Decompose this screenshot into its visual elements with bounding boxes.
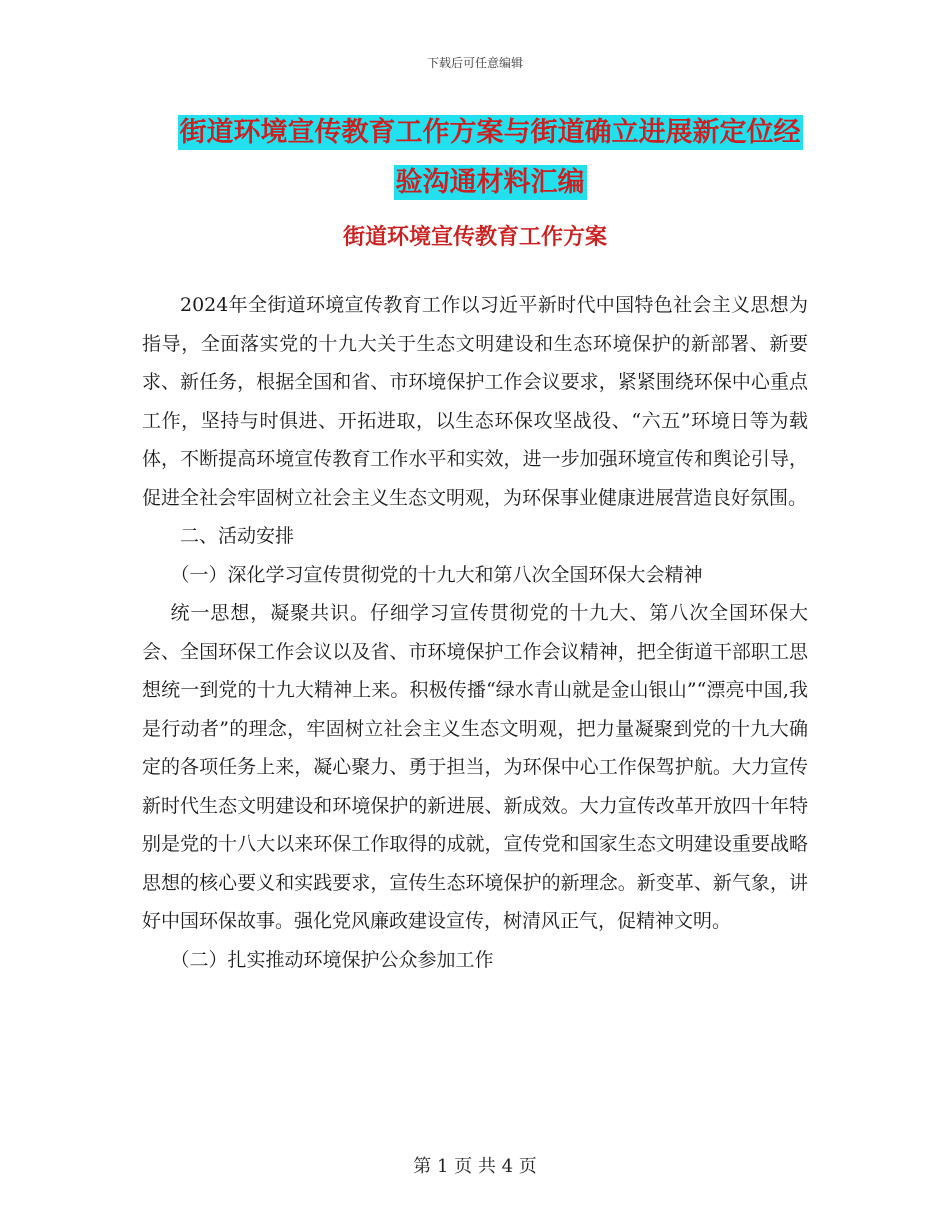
document-title (150, 108, 830, 208)
paragraph-1: 统一思想，凝聚共识。仔细学习宣传贯彻党的十九大、第八次全国环保大会、全国环保工作会议以及省、市环境保护工作会议精神，把全街道干部职工思想统一到党的十九大精神上来。积极传播“绿水青山就是金山银山”“漂亮中国,我是行动者”的理念，牢固树立社会主义生态文明观，把力量凝聚到党的十九大确定的各项任务上来，凝心聚力、勇于担当，为环保中心工作保驾护航。大力宣传新时代生态文明建设和环境保护的新进展、新成效。大力宣传改革开放四十年特别是党的十八大以来环保工作取得的成就，宣传党和国家生态文明建设重要战略思想的核心要义和实践要求，宣传生态环境保护的新理念。新变革、新气象，讲好中国环保故事。强化党风廉政建设宣传，树清风正气，促精神文明。 (142, 602, 808, 932)
header-note: 下载后可任意编辑 (426, 56, 523, 70)
document-title-line-1: 街道环境宣传教育工作方案与街道确立进展新定位经 (179, 117, 801, 148)
document-title-line-2: 验沟通材料汇编 (395, 167, 585, 198)
page-footer: 第 1 页 共 4 页 (413, 1156, 537, 1177)
document-body (142, 286, 808, 979)
paragraph-intro: 2024年全街道环境宣传教育工作以习近平新时代中国特色社会主义思想为指导，全面落实党的十九大关于生态文明建设和生态环境保护的新部署、新要求、新任务，根据全国和省、市环境保护工作会议要求，紧紧围绕环保中心重点工作，坚持与时俱进、开拓进取，以生态环保攻坚战役、“六五”环境日等为载体，不断提高环境宣传教育工作水平和实效，进一步加强环境宣传和舆论引导，促进全社会牢固树立社会主义生态文明观，为环保事业健康进展营造良好氛围。 (142, 294, 808, 509)
subheading-1: （一）深化学习宣传贯彻党的十九大和第八次全国环保大会精神 (170, 563, 703, 586)
section-title: 街道环境宣传教育工作方案 (342, 225, 607, 250)
subheading-2: （二）扎实推动环境保护公众参加工作 (170, 948, 494, 971)
heading-activity-arrangement: 二、活动安排 (180, 525, 295, 547)
